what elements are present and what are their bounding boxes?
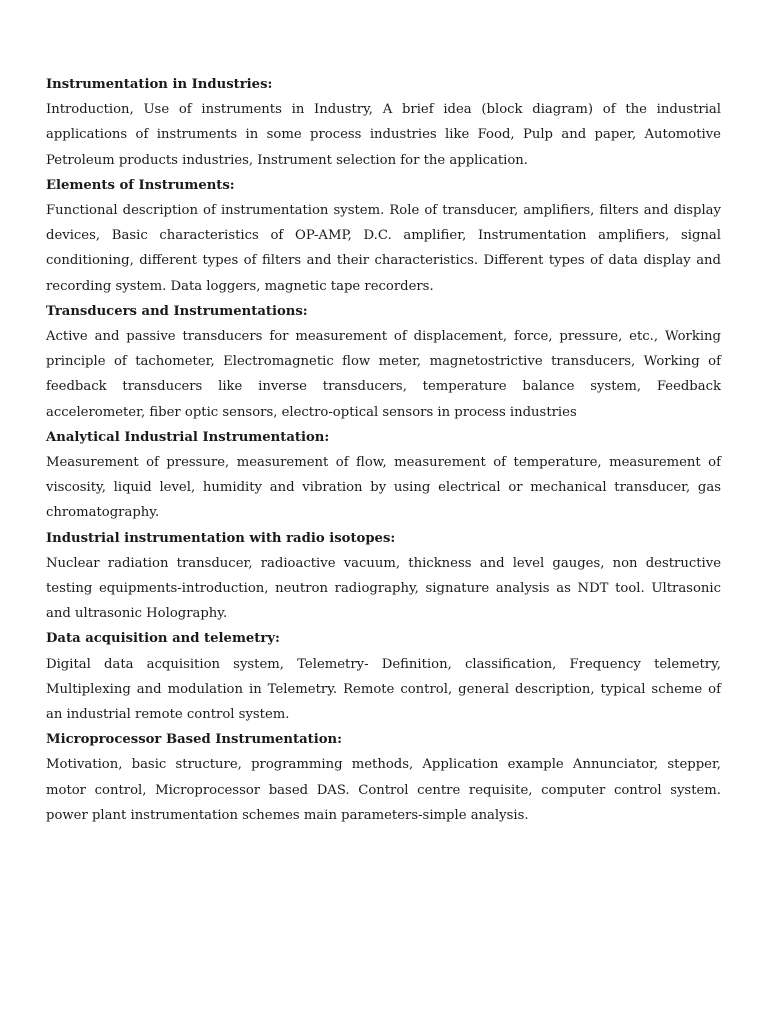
- section-body-analytical-instrumentation: Measurement of pressure, measurement of flow, measurement of temperature, measurement of viscosity, liquid level, humidity and vibration by using electrical or mechanical transducer, gas chromatography.: [46, 455, 721, 521]
- section-body-transducers: Active and passive transducers for measurement of displacement, force, pressure, etc., Working principle of tachometer, Electromagnetic flow meter, magnetostrictive transducers, Working of feedback transducers like inverse transducers, temperature balance system, Feedback accelerometer, fiber optic sensors, electro-optical sensors in process industries: [46, 329, 721, 420]
- section-body-microprocessor: Motivation, basic structure, programming methods, Application example Annunciator, stepper, motor control, Microprocessor based DAS. Control centre requisite, computer control system. power plant instrumentation schemes main parameters-simple analysis.: [46, 757, 721, 823]
- section-heading-transducers: Transducers and Instrumentations:: [46, 303, 308, 319]
- section-heading-instrumentation-in-industries: Instrumentation in Industries:: [46, 77, 273, 92]
- section-body-data-acquisition: Digital data acquisition system, Telemetry- Definition, classification, Frequency telemetry, Multiplexing and modulation in Telemetry. Remote control, general description, typical scheme of an industrial remote control system.: [46, 656, 721, 723]
- section-body-radio-isotopes: Nuclear radiation transducer, radioactive vacuum, thickness and level gauges, non destructive testing equipments-introduction, neutron radiography, signature analysis as NDT tool. Ultrasonic and ultrasonic Holography.: [46, 555, 721, 622]
- section-heading-microprocessor: Microprocessor Based Instrumentation:: [46, 732, 342, 748]
- section-heading-radio-isotopes: Industrial instrumentation with radio isotopes:: [46, 530, 396, 546]
- section-heading-data-acquisition: Data acquisition and telemetry:: [46, 631, 280, 647]
- section-body-elements-of-instruments: Functional description of instrumentation system. Role of transducer, amplifiers, filters and display devices, Basic characteristics of OP-AMP, D.C. amplifier, Instrumentation amplifiers, signal conditioning, different types of filters and their characteristics. Different types of data display and recording system. Data loggers, magnetic tape recorders.: [46, 203, 721, 294]
- section-heading-analytical-instrumentation: Analytical Industrial Instrumentation:: [46, 429, 330, 445]
- section-body-instrumentation-in-industries: Introduction, Use of instruments in Industry, A brief idea (block diagram) of the industrial applications of instruments in some process industries like Food, Pulp and paper, Automotive Petroleum products industries, Instrument selection for the application.: [46, 102, 721, 168]
- section-heading-elements-of-instruments: Elements of Instruments:: [46, 177, 235, 193]
- document-page: [46, 72, 721, 828]
